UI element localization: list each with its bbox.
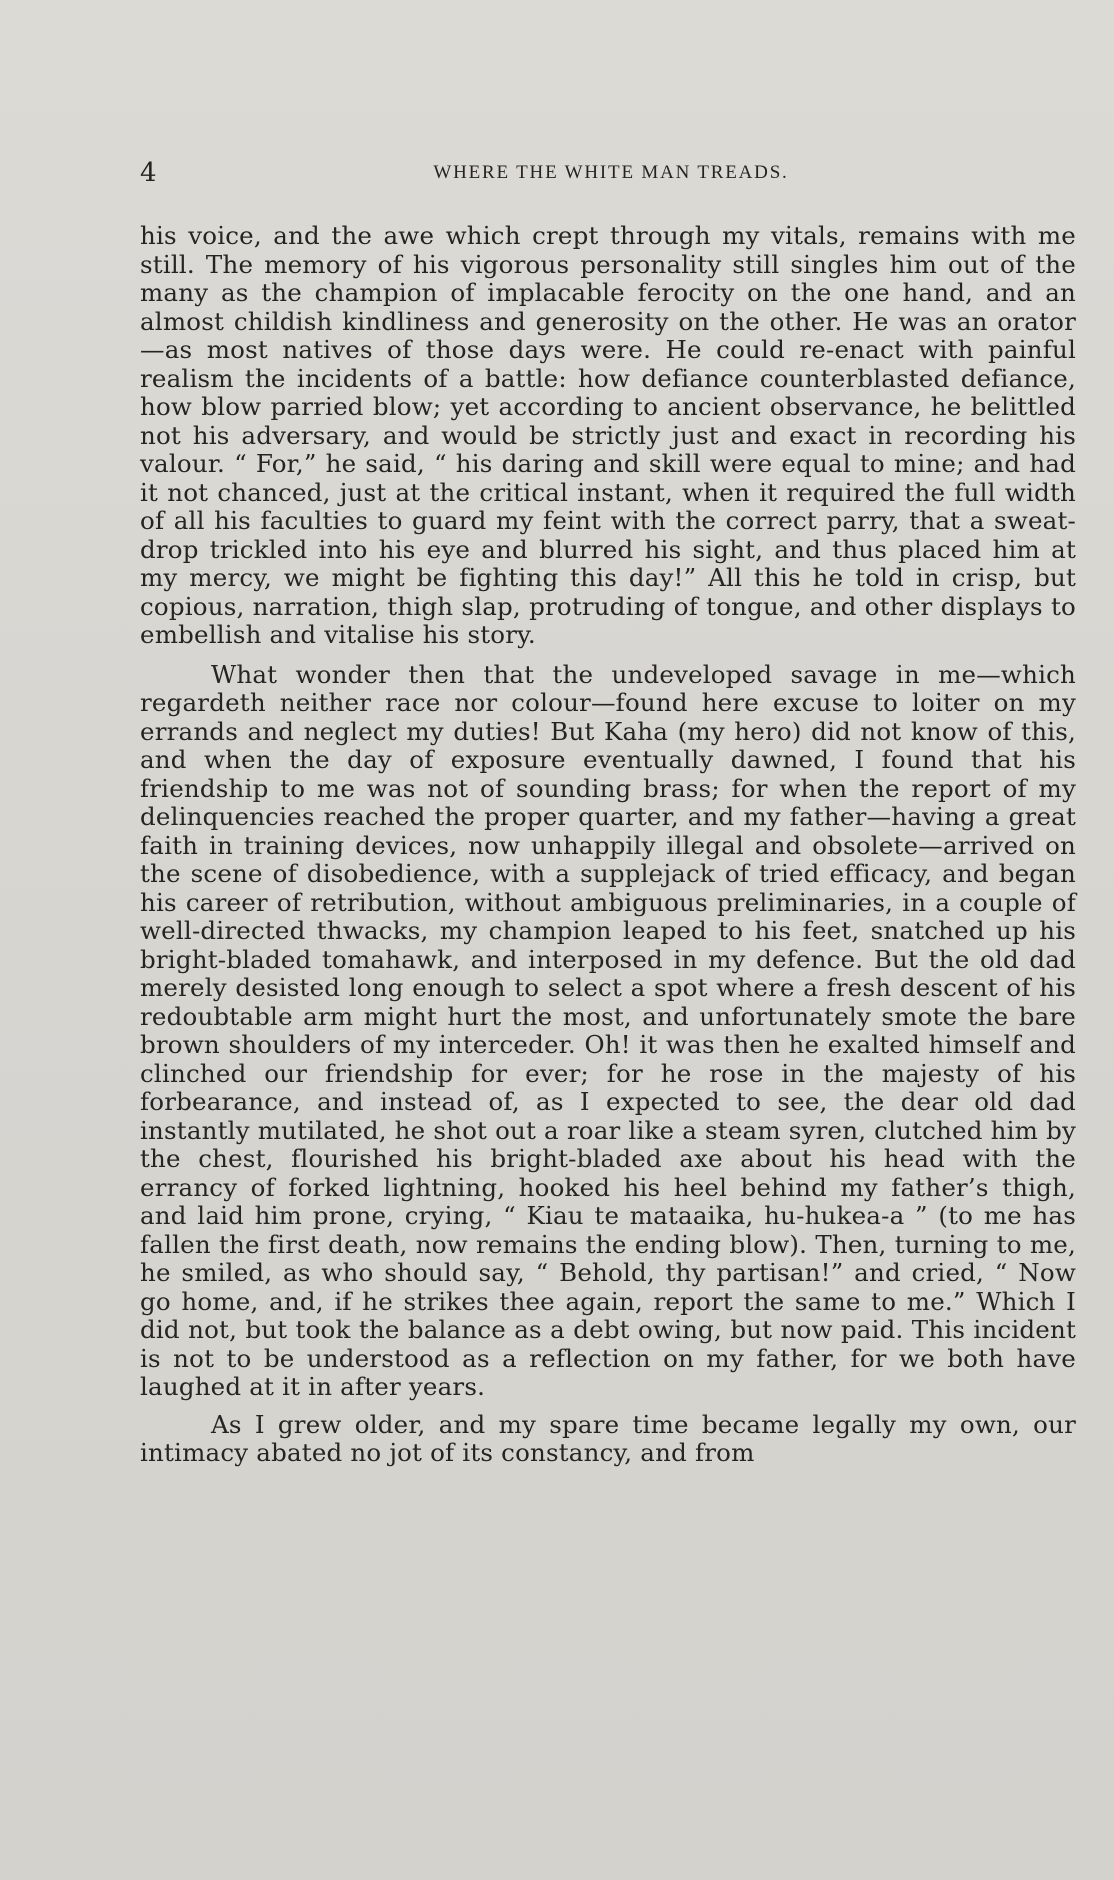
body-text xyxy=(140,222,1076,1468)
running-title: WHERE THE WHITE MAN TREADS. xyxy=(433,162,789,183)
paragraph-2: What wonder then that the undeveloped savage in me—which regardeth neither race nor colour—found here excuse to loiter on my errands and neglect my duties! But Kaha (my hero) did not know of this, and when the day of exposure eventually dawned, I found that his friendship to me was not of sounding brass; for when the report of my delinquencies reached the proper quarter, and my father—having a great faith in training devices, now unhappily illegal and obsolete—arrived on the scene of disobedience, with a supplejack of tried efficacy, and began his career of retribution, without ambiguous preliminaries, in a couple of well-directed thwacks, my champion leaped to his feet, snatched up his bright-bladed tomahawk, and interposed in my defence. But the old dad merely desisted long enough to select a spot where a fresh descent of his redoubtable arm might hurt the most, and unfortunately smote the bare brown shoulders of my interceder. Oh! it was then he exalted himself and clinched our friendship for ever; for he rose in the majesty of his forbearance, and instead of, as I expected to see, the dear old dad instantly mutilated, he shot out a roar like a steam syren, clutched him by the chest, flourished his bright-bladed axe about his head with the errancy of forked lightning, hooked his heel behind my father’s thigh, and laid him prone, crying, “ Kiau te mataaika, hu-hukea-a ” (to me has fallen the first death, now remains the ending blow). Then, turning to me, he smiled, as who should say, “ Behold, thy partisan!” and cried, “ Now go home, and, if he strikes thee again, report the same to me.” Which I did not, but took the balance as a debt owing, but now paid. This incident is not to be understood as a reflection on my father, for we both have laughed at it in after years. xyxy=(140,659,1076,1401)
paragraph-1: his voice, and the awe which crept through my vitals, remains with me still. The memory of his vigorous personality still singles him out of the many as the champion of implacable ferocity on the one hand, and an almost childish kindliness and generosity on the other. He was an orator—as most natives of those days were. He could re-enact with painful realism the incidents of a battle: how defiance counterblasted defiance, how blow parried blow; yet according to ancient observance, he belittled not his adversary, and would be strictly just and exact in recording his valour. “ For,” he said, “ his daring and skill were equal to mine; and had it not chanced, just at the critical instant, when it required the full width of all his faculties to guard my feint with the correct parry, that a sweat-drop trickled into his eye and blurred his sight, and thus placed him at my mercy, we might be fighting this day!” All this he told in crisp, but copious, narration, thigh slap, protruding of tongue, and other displays to embellish and vitalise his story. xyxy=(140,221,1076,649)
page-number: 4 xyxy=(140,158,157,188)
paragraph-3: As I grew older, and my spare time became legally my own, our intimacy abated no jot of its constancy, and from xyxy=(140,1409,1076,1467)
page-header xyxy=(140,158,1082,188)
